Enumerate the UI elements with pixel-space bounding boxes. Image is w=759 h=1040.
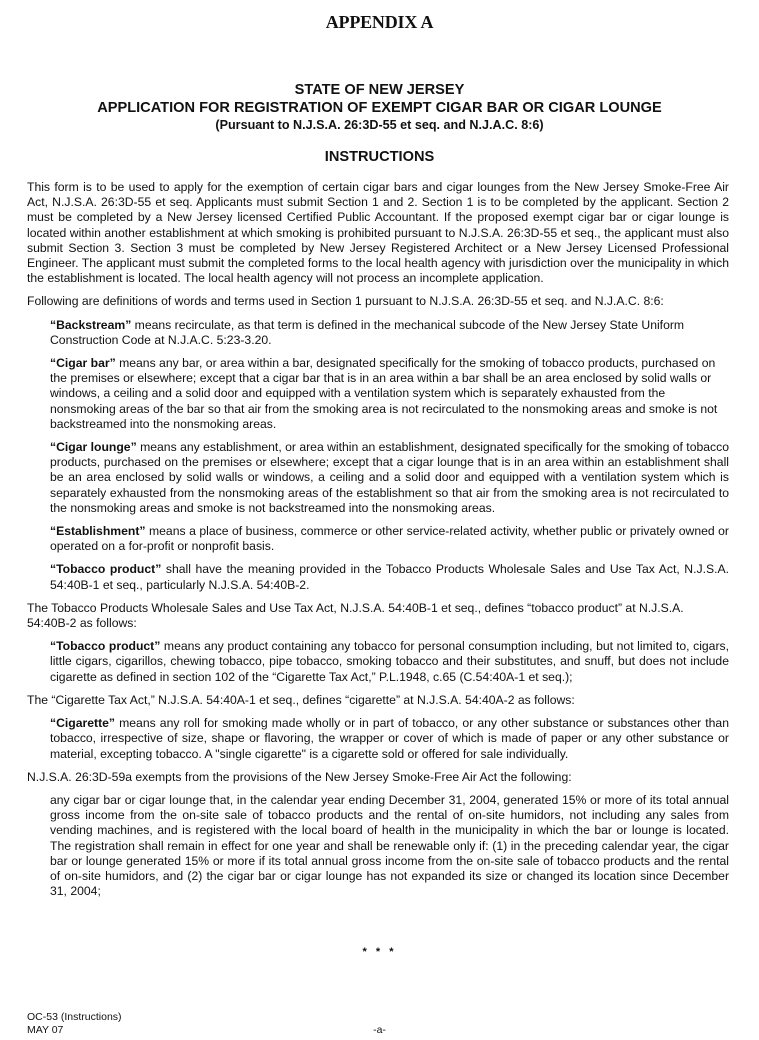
cigarette-definition: [50, 716, 729, 762]
definition-text: means a place of business, commerce or other service-related activity, whether public or privately owned or operated on a for-profit or nonprofit basis.: [50, 524, 729, 554]
intro-paragraph: This form is to be used to apply for the exemption of certain cigar bars and cigar lounges from the New Jersey Smoke-Free Air Act, N.J.S.A. 26:3D-55 et seq. Applicants must submit Section 1 and 2. Section 1 is to be completed by the applicant. Section 2 must be completed by a New Jersey licensed Certified Public Accountant. If the proposed exempt cigar bar or cigar lounge is located within another establishment at which smoking is prohibited pursuant to N.J.S.A. 26:3D-55 et seq., the applicant must also submit Section 3. Section 3 must be completed by New Jersey Registered Architect or a New Jersey Licensed Professional Engineer. The applicant must submit the completed forms to the local health agency with jurisdiction over the municipality in which the establishment is located. The local health agency will not process an incomplete application.: [27, 180, 729, 286]
definition-term: “Backstream”: [50, 317, 132, 332]
form-title: APPLICATION FOR REGISTRATION OF EXEMPT CIGAR BAR OR CIGAR LOUNGE: [97, 100, 662, 116]
definition-term: “Tobacco product”: [50, 562, 162, 577]
footer-form-id: OC-53 (Instructions): [27, 1011, 122, 1023]
footer-date: MAY 07: [27, 1024, 64, 1036]
definition-term: “Tobacco product”: [50, 639, 161, 654]
instructions-heading: INSTRUCTIONS: [324, 149, 435, 165]
state-title: STATE OF NEW JERSEY: [294, 82, 465, 98]
definition-text: means any product containing any tobacco for personal consumption including, but not limited to, cigars, little cigars, cigarillos, chewing tobacco, pipe tobacco, smoking tobacco and their substitutes, and snuff, but does not include cigarette as defined in section 102 of the “Cigarette Tax Act,” P.L.1948, c.65 (C.54:40A-1 et seq.);: [50, 639, 729, 684]
definition-term: “Cigarette”: [50, 716, 116, 731]
definition-term: “Cigar bar”: [50, 356, 116, 371]
pursuant-subtitle: (Pursuant to N.J.S.A. 26:3D-55 et seq. and N.J.A.C. 8:6): [215, 118, 544, 132]
document-body: [27, 180, 729, 907]
tobacco-product-definition: [50, 639, 729, 685]
exemption-intro: N.J.S.A. 26:3D-59a exempts from the provisions of the New Jersey Smoke-Free Air Act the following:: [27, 769, 572, 784]
definition-text: means any bar, or area within a bar, designated specifically for the smoking of tobacco products, purchased on the premises or elsewhere; except that a cigar bar that is in an area within a bar shall be an area enclosed by solid walls or windows, a ceiling and a solid door and equipped with a ventilation system which is separately exhausted from the nonsmoking areas of the bar so that air from the smoking area is not recirculated to the nonsmoking areas and smoke is not backstreamed into the nonsmoking areas.: [50, 356, 718, 431]
section-separator: * * *: [362, 946, 397, 958]
definition-text: means recirculate, as that term is defined in the mechanical subcode of the New Jersey State Uniform Construction Code at N.J.A.C. 5:23-3.20.: [50, 317, 685, 347]
definition-cigar-bar: [50, 356, 729, 432]
definition-cigar-lounge: [50, 440, 729, 516]
definition-text: means any establishment, or area within an establishment, designated specifically for the smoking of tobacco products, purchased on the premises or elsewhere; except that a cigar lounge that is in an area within an establishment shall be an area enclosed by solid walls or windows, a ceiling and a solid door and equipped with a ventilation system which is separately exhausted from the nonsmoking areas of the establishment so that air from the smoking area is not recirculated to the nonsmoking areas and smoke is not backstreamed into the nonsmoking areas.: [50, 440, 729, 515]
exemption-text: any cigar bar or cigar lounge that, in the calendar year ending December 31, 2004, generated 15% or more of its total annual gross income from the on-site sale of tobacco products and the rental of on-site humidors, not including any sales from vending machines, and is registered with the local board of health in the municipality in which the bar or lounge is located. The registration shall remain in effect for one year and shall be renewable only if: (1) in the preceding calendar year, the cigar bar or lounge generated 15% or more if its total annual gross income from the on-site sale of tobacco products and the rental of on-site humidors, and (2) the cigar bar or cigar lounge has not expanded its size or changed its location since December 31, 2004;: [50, 792, 729, 899]
definition-term: “Establishment”: [50, 524, 146, 539]
form-heading: [0, 81, 759, 134]
definition-tobacco-product: [50, 562, 729, 592]
cigarette-intro: The “Cigarette Tax Act,” N.J.S.A. 54:40A-1 et seq., defines “cigarette” at N.J.S.A. 54:40A-2 as follows:: [27, 692, 575, 707]
definitions-intro: Following are definitions of words and terms used in Section 1 pursuant to N.J.S.A. 26:3D-55 et seq. and N.J.A.C. 8:6:: [27, 294, 664, 309]
appendix-heading: APPENDIX A: [325, 12, 434, 32]
definition-text: shall have the meaning provided in the Tobacco Products Wholesale Sales and Use Tax Act, N.J.S.A. 54:40B-1 et seq., particularly N.J.S.A. 54:40B-2.: [50, 562, 729, 592]
definition-backstream: [50, 318, 729, 348]
definition-text: means any roll for smoking made wholly or in part of tobacco, or any other substance or substances other than tobacco, irrespective of size, shape or flavoring, the wrapper or cover of which is made of paper or any other substance or material, excepting tobacco. A "single cigarette" is a cigarette sold or offered for sale individually.: [50, 716, 729, 761]
tobacco-intro: The Tobacco Products Wholesale Sales and Use Tax Act, N.J.S.A. 54:40B-1 et seq., defines “tobacco product” at N.J.S.A. 54:40B-2 as follows:: [27, 600, 684, 631]
definition-term: “Cigar lounge”: [50, 440, 137, 455]
page-number: -a-: [373, 1024, 386, 1036]
definition-establishment: [50, 524, 729, 554]
